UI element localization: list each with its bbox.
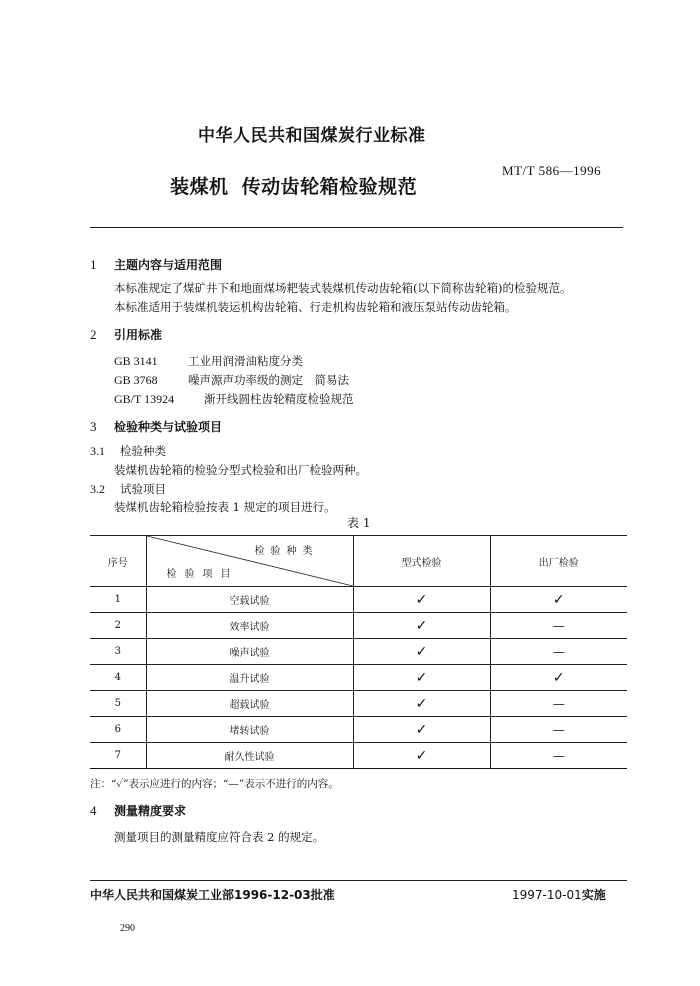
row-item: 超载试验 xyxy=(146,691,353,717)
subsection-3-1-number: 3.1 xyxy=(90,444,105,458)
row-seq: 2 xyxy=(90,613,146,639)
row-item: 空载试验 xyxy=(146,587,353,613)
section-1-number: 1 xyxy=(90,257,97,272)
row-item: 温升试验 xyxy=(146,665,353,691)
table-row xyxy=(90,613,627,639)
row-item: 耐久性试验 xyxy=(146,743,353,769)
header-factory-test: 出厂检验 xyxy=(490,536,627,587)
footer-divider xyxy=(90,880,627,881)
row-factory-mark: — xyxy=(490,743,627,769)
row-type-mark: ✓ xyxy=(353,743,490,769)
section-3-heading xyxy=(90,418,222,435)
row-type-mark: ✓ xyxy=(353,717,490,743)
table-row xyxy=(90,717,627,743)
row-factory-mark: ✓ xyxy=(490,665,627,691)
table-row xyxy=(90,691,627,717)
section-4-text: 测量项目的测量精度应符合表 2 的规定。 xyxy=(114,830,325,844)
row-seq: 5 xyxy=(90,691,146,717)
reference-item xyxy=(114,353,303,369)
row-item: 噪声试验 xyxy=(146,639,353,665)
standard-title: 中华人民共和国煤炭行业标准 xyxy=(198,126,426,146)
header-inspection-type: 检验种类 xyxy=(254,546,319,557)
standard-code: MT/T 586—1996 xyxy=(502,163,602,178)
row-item: 效率试验 xyxy=(146,613,353,639)
row-type-mark: ✓ xyxy=(353,639,490,665)
row-seq: 7 xyxy=(90,743,146,769)
table-row xyxy=(90,665,627,691)
table-row xyxy=(90,639,627,665)
row-seq: 1 xyxy=(90,587,146,613)
header-diagonal-cell xyxy=(146,536,353,587)
test-items-table xyxy=(90,535,627,769)
row-type-mark: ✓ xyxy=(353,587,490,613)
header-divider xyxy=(90,227,623,228)
row-factory-mark: ✓ xyxy=(490,587,627,613)
reference-code: GB 3768 xyxy=(114,373,158,387)
row-factory-mark: — xyxy=(490,639,627,665)
issuer-approval: 中华人民共和国煤炭工业部1996-12-03批准 xyxy=(90,888,335,902)
section-4-title: 测量精度要求 xyxy=(114,804,187,818)
document-title: 装煤机 传动齿轮箱检验规范 xyxy=(170,176,418,198)
row-factory-mark: — xyxy=(490,613,627,639)
row-factory-mark: — xyxy=(490,691,627,717)
section-2-number: 2 xyxy=(90,327,97,342)
header-inspection-item: 检验项目 xyxy=(166,569,239,580)
reference-item xyxy=(114,391,354,407)
subsection-3-1-text: 装煤机齿轮箱的检验分型式检验和出厂检验两种。 xyxy=(114,463,367,477)
effective-label: 实施 xyxy=(581,888,606,902)
reference-code: GB/T 13924 xyxy=(114,392,175,406)
table-note: 注：“✓”表示应进行的内容；“—”表示不进行的内容。 xyxy=(90,778,339,790)
section-1-paragraph-1: 本标准规定了煤矿井下和地面煤场耙装式装煤机传动齿轮箱(以下简称齿轮箱)的检验规范。 xyxy=(114,281,572,295)
subsection-3-1-heading xyxy=(90,443,166,459)
reference-code: GB 3141 xyxy=(114,354,158,368)
header-seq: 序号 xyxy=(90,536,146,587)
subsection-3-1-title: 检验种类 xyxy=(120,444,166,458)
row-type-mark: ✓ xyxy=(353,691,490,717)
table-row xyxy=(90,743,627,769)
reference-title: 工业用润滑油粘度分类 xyxy=(188,354,303,368)
row-type-mark: ✓ xyxy=(353,613,490,639)
section-1-title: 主题内容与适用范围 xyxy=(114,258,223,272)
header-type-test: 型式检验 xyxy=(353,536,490,587)
effective-date-line xyxy=(512,886,606,903)
row-item: 堵转试验 xyxy=(146,717,353,743)
table-1-caption: 表 1 xyxy=(347,516,371,530)
subsection-3-2-text: 装煤机齿轮箱检验按表 1 规定的项目进行。 xyxy=(114,500,336,514)
page-number: 290 xyxy=(120,923,135,934)
reference-title: 渐开线圆柱齿轮精度检验规范 xyxy=(204,392,354,406)
table-row xyxy=(90,587,627,613)
row-seq: 6 xyxy=(90,717,146,743)
section-4-number: 4 xyxy=(90,803,97,818)
section-1-paragraph-2: 本标准适用于装煤机装运机构齿轮箱、行走机构齿轮箱和液压泵站传动齿轮箱。 xyxy=(114,300,517,314)
section-1-heading xyxy=(90,256,222,273)
row-seq: 4 xyxy=(90,665,146,691)
effective-date: 1997-10-01 xyxy=(512,888,582,902)
row-seq: 3 xyxy=(90,639,146,665)
section-2-heading xyxy=(90,326,162,343)
section-2-title: 引用标准 xyxy=(114,328,163,342)
section-3-number: 3 xyxy=(90,419,97,434)
section-4-heading xyxy=(90,802,186,819)
section-3-title: 检验种类与试验项目 xyxy=(114,420,223,434)
row-factory-mark: — xyxy=(490,717,627,743)
table-header-row xyxy=(90,536,627,587)
row-type-mark: ✓ xyxy=(353,665,490,691)
reference-title: 噪声源声功率级的测定 简易法 xyxy=(188,373,349,387)
subsection-3-2-title: 试验项目 xyxy=(120,482,166,496)
subsection-3-2-number: 3.2 xyxy=(90,482,105,496)
reference-item xyxy=(114,372,349,388)
subsection-3-2-heading xyxy=(90,481,166,497)
